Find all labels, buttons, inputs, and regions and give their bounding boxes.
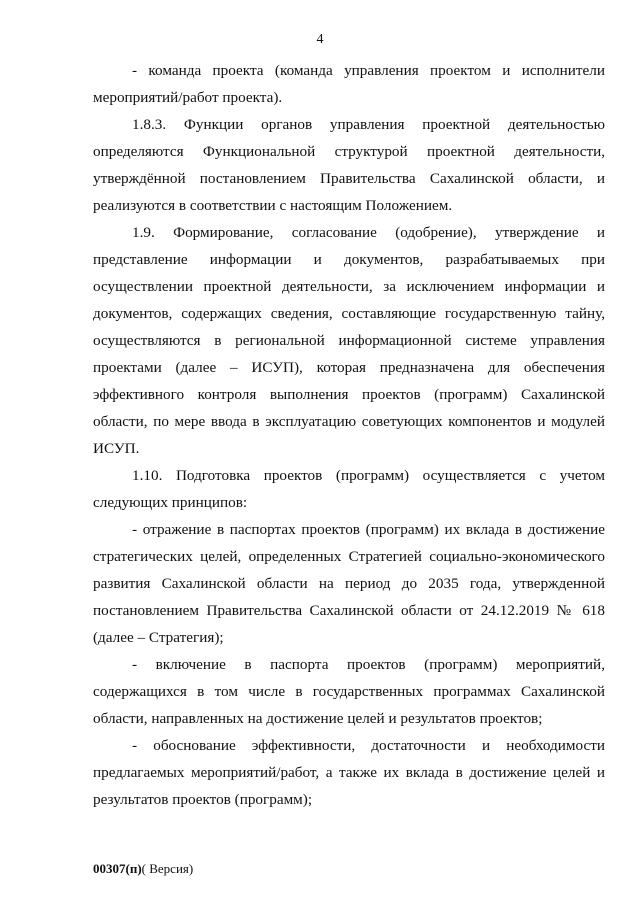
text-line: представление информации и документов, разрабатываемых при <box>93 251 605 268</box>
text-line: области, направленных на достижение целей и результатов проектов; <box>93 710 543 727</box>
text-line: предлагаемых мероприятий/работ, а также их вклада в достижение целей и <box>93 764 605 781</box>
text-line: - включение в паспорта проектов (программ) мероприятий, <box>132 656 605 673</box>
text-line: определяются Функциональной структурой проектной деятельности, <box>93 143 605 160</box>
text-line: содержащихся в том числе в государственных программах Сахалинской <box>93 683 605 700</box>
page-number: 4 <box>316 32 324 47</box>
text-line: осуществлении проектной деятельности, за исключением информации и <box>93 278 605 295</box>
text-line: реализуются в соответствии с настоящим Положением. <box>93 197 453 214</box>
text-line: - обоснование эффективности, достаточности и необходимости <box>132 737 605 754</box>
text-line: (далее – Стратегия); <box>93 629 224 646</box>
text-line: стратегических целей, определенных Стратегией социально-экономического <box>93 548 605 565</box>
text-line: ИСУП. <box>93 440 140 457</box>
text-line: постановлением Правительства Сахалинской области от 24.12.2019 № 618 <box>93 602 605 619</box>
text-line: развития Сахалинской области на период до 2035 года, утвержденной <box>93 575 605 592</box>
text-line: следующих принципов: <box>93 494 248 511</box>
text-line: - отражение в паспортах проектов (программ) их вклада в достижение <box>132 521 605 538</box>
text-line: 1.10. Подготовка проектов (программ) осуществляется с учетом <box>132 467 605 484</box>
document-footer <box>93 860 193 878</box>
text-line: эффективного контроля выполнения проектов (программ) Сахалинской <box>93 386 605 403</box>
text-line: 1.9. Формирование, согласование (одобрение), утверждение и <box>132 224 605 241</box>
text-line: результатов проектов (программ); <box>93 791 313 808</box>
footer-document-code: 00307(п) <box>93 861 142 876</box>
text-line: документов, содержащих сведения, составляющие государственную тайну, <box>93 305 605 322</box>
text-line: 1.8.3. Функции органов управления проектной деятельностью <box>132 116 605 133</box>
text-line: мероприятий/работ проекта). <box>93 89 283 106</box>
text-line: осуществляются в региональной информационной системе управления <box>93 332 605 349</box>
text-line: - команда проекта (команда управления проектом и исполнители <box>132 62 605 79</box>
footer-version: ( Версия) <box>141 861 194 876</box>
text-line: области, по мере ввода в эксплуатацию советующих компонентов и модулей <box>93 413 605 430</box>
text-line: проектами (далее – ИСУП), которая предназначена для обеспечения <box>93 359 605 376</box>
text-line: утверждённой постановлением Правительства Сахалинской области, и <box>93 170 605 187</box>
